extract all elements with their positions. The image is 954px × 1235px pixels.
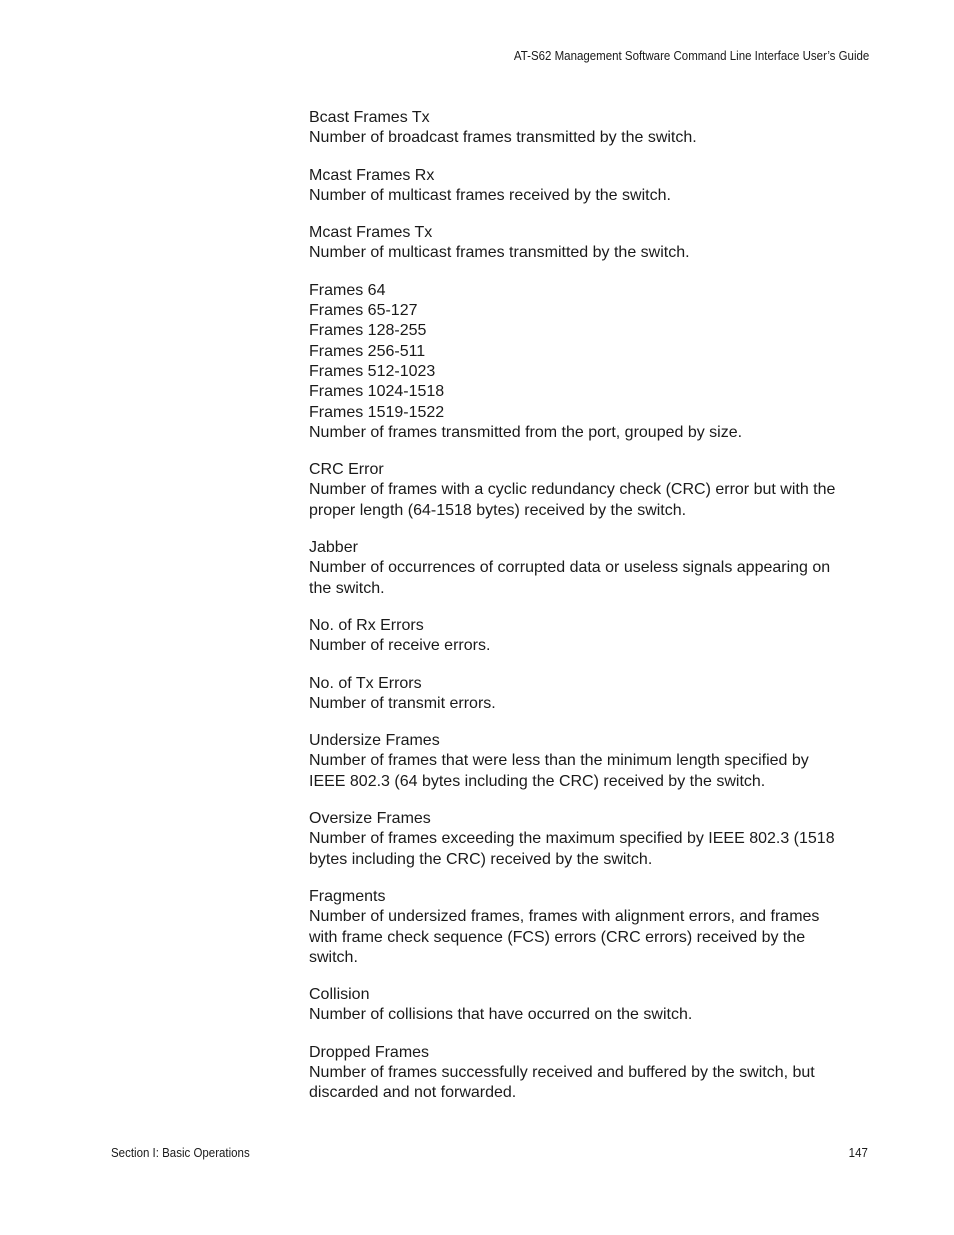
entry-crc-error — [309, 460, 879, 521]
description-line: with frame check sequence (FCS) errors (CRC errors) received by the — [309, 928, 806, 946]
entry-mcast-frames-tx — [309, 223, 879, 264]
term: No. of Tx Errors — [309, 674, 422, 692]
term: Frames 65-127 — [309, 302, 418, 320]
description: Number of transmit errors. — [309, 694, 496, 712]
term: Frames 1519-1522 — [309, 403, 445, 421]
term: No. of Rx Errors — [309, 616, 424, 634]
entry-dropped-frames — [309, 1043, 879, 1104]
term: Dropped Frames — [309, 1043, 430, 1061]
description: Number of multicast frames received by the switch. — [309, 186, 671, 204]
description-line: Number of frames that were less than the minimum length specified by — [309, 752, 809, 770]
term: Frames 256-511 — [309, 342, 426, 360]
page-number: 147 — [848, 1146, 868, 1160]
description: Number of broadcast frames transmitted by the switch. — [309, 129, 697, 147]
description-line: bytes including the CRC) received by the switch. — [309, 850, 653, 868]
definition-list — [309, 108, 879, 1121]
entry-frame-sizes — [309, 281, 879, 443]
description-line: Number of frames with a cyclic redundancy check (CRC) error but with the — [309, 481, 836, 499]
description-line: Number of frames successfully received and buffered by the switch, but — [309, 1063, 815, 1081]
entry-oversize-frames — [309, 809, 879, 870]
running-header: AT-S62 Management Software Command Line Interface User’s Guide — [513, 49, 869, 63]
entry-bcast-frames-tx — [309, 108, 879, 149]
description-line: Number of frames exceeding the maximum specified by IEEE 802.3 (1518 — [309, 830, 835, 848]
description-line: discarded and not forwarded. — [309, 1084, 517, 1102]
description-line: the switch. — [309, 579, 385, 597]
description: Number of receive errors. — [309, 637, 491, 655]
entry-fragments — [309, 887, 879, 968]
term: Frames 512-1023 — [309, 362, 436, 380]
description-line: IEEE 802.3 (64 bytes including the CRC) received by the switch. — [309, 772, 766, 790]
description: Number of frames transmitted from the port, grouped by size. — [309, 423, 743, 441]
term: Mcast Frames Rx — [309, 166, 435, 184]
term: Undersize Frames — [309, 732, 440, 750]
entry-undersize-frames — [309, 731, 879, 792]
description-line: Number of undersized frames, frames with alignment errors, and frames — [309, 908, 820, 926]
term: Collision — [309, 986, 370, 1004]
description-line: Number of occurrences of corrupted data or useless signals appearing on — [309, 559, 831, 577]
footer-section: Section I: Basic Operations — [111, 1146, 250, 1160]
description-line: switch. — [309, 948, 358, 966]
description-line: proper length (64-1518 bytes) received by the switch. — [309, 501, 687, 519]
term: Frames 128-255 — [309, 322, 427, 340]
entry-tx-errors — [309, 674, 879, 715]
entry-rx-errors — [309, 616, 879, 657]
term: Fragments — [309, 887, 386, 905]
description: Number of collisions that have occurred on the switch. — [309, 1006, 693, 1024]
term: Oversize Frames — [309, 810, 431, 828]
entry-collision — [309, 985, 879, 1026]
entry-mcast-frames-rx — [309, 166, 879, 207]
term: Frames 1024-1518 — [309, 383, 445, 401]
term: Frames 64 — [309, 281, 386, 299]
term: Bcast Frames Tx — [309, 109, 430, 126]
term: CRC Error — [309, 461, 384, 479]
entry-jabber — [309, 538, 879, 599]
description: Number of multicast frames transmitted by the switch. — [309, 244, 690, 262]
term: Mcast Frames Tx — [309, 224, 433, 242]
term: Jabber — [309, 539, 358, 557]
